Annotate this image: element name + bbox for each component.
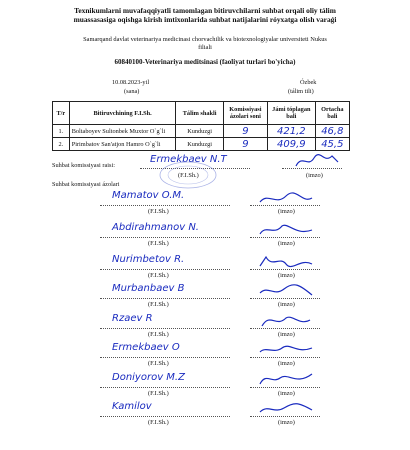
row-members: 9 (223, 125, 267, 138)
row-name: Boltaboyev Sultonbek Muxtor O`g`li (69, 125, 176, 138)
member-name-line (100, 328, 230, 329)
member-fio-label: (F.I.Sh.) (148, 390, 169, 397)
language-value: Ózbek (300, 79, 317, 86)
specialty: 60840100-Veterinariya meditsinasi (faoliyat turlari bo'yicha) (114, 58, 296, 66)
header-number: T/r (53, 102, 70, 125)
member-imzo-label: (imzo) (278, 390, 295, 397)
member-fio-label: (F.I.Sh.) (148, 208, 169, 215)
member-imzo-line (250, 357, 320, 358)
member-name-line (100, 205, 230, 206)
member-name-line (100, 298, 230, 299)
row-number: 2. (53, 138, 70, 151)
chair-fio-label: (F.I.Sh.) (178, 172, 199, 179)
members-label: Suhbat komissiyasi ázolari (52, 181, 120, 188)
date-label: (sana) (124, 88, 140, 95)
member-signature (256, 254, 316, 270)
table-row (53, 125, 350, 138)
row-members: 9 (223, 138, 267, 151)
member-imzo-label: (imzo) (278, 272, 295, 279)
row-average: 46,8 (315, 125, 349, 138)
header-members: Komissiyasi ázolari soni (223, 102, 267, 125)
chair-imzo-line (282, 168, 342, 169)
member-signature (256, 370, 316, 388)
document-title (8, 6, 402, 24)
title-line-2: muassasasiga oqishga kirish imtixonlarida suhbat natijalarini róyxatga olish varaǵi (73, 15, 337, 24)
institution-line-1: Samarqand davlat veterinariya medicinasi chorvachilik va biotexnologiyalar universiteti Nukus (83, 36, 327, 43)
member-name: Murbanbaev B (112, 283, 185, 294)
member-name: Nurimbetov R. (112, 254, 185, 265)
header-average: Ortacha bali (315, 102, 349, 125)
member-signature (256, 192, 316, 206)
institution (8, 36, 402, 52)
chair-label: Suhbat komissiyasi raisi: (52, 162, 115, 169)
member-imzo-line (250, 387, 320, 388)
member-name-line (100, 269, 230, 270)
member-name: Doniyorov M.Z (112, 372, 185, 383)
member-name: Abdirahmanov N. (112, 222, 199, 233)
member-signature (256, 400, 316, 416)
chair-imzo-label: (imzo) (306, 172, 323, 179)
member-imzo-line (250, 269, 320, 270)
chair-name: Ermekbaev N.T (150, 154, 227, 165)
member-imzo-label: (imzo) (278, 208, 295, 215)
table-row (53, 138, 350, 151)
row-total: 409,9 (268, 138, 316, 151)
member-fio-label: (F.I.Sh.) (148, 240, 169, 247)
results-table (52, 101, 350, 151)
member-fio-label: (F.I.Sh.) (148, 301, 169, 308)
member-name: Mamatov O.M. (112, 190, 185, 201)
member-fio-label: (F.I.Sh.) (148, 272, 169, 279)
header-total: Jámi tóplagan bali (268, 102, 316, 125)
row-form: Kunduzgi (176, 138, 223, 151)
member-imzo-line (250, 237, 320, 238)
member-fio-label: (F.I.Sh.) (148, 360, 169, 367)
member-name: Rzaev R (112, 313, 153, 324)
member-imzo-line (250, 416, 320, 417)
member-name-line (100, 416, 230, 417)
row-number: 1. (53, 125, 70, 138)
member-fio-label: (F.I.Sh.) (148, 331, 169, 338)
member-signature (256, 342, 316, 358)
title-line-1: Texnikumlarni muvafaqqiyatli tamomlagan bitiruvchilarni suhbat orqali oliy tálim (74, 6, 336, 15)
member-name: Kamilov (112, 401, 152, 412)
member-name-line (100, 387, 230, 388)
institution-line-2: filiali (198, 44, 212, 51)
member-imzo-line (250, 205, 320, 206)
row-average: 45,5 (315, 138, 349, 151)
member-imzo-label: (imzo) (278, 419, 295, 426)
member-name-line (100, 237, 230, 238)
member-signature (256, 283, 316, 299)
row-total: 421,2 (268, 125, 316, 138)
member-imzo-line (250, 328, 320, 329)
member-name-line (100, 357, 230, 358)
member-imzo-label: (imzo) (278, 301, 295, 308)
row-name: Pirimbatov San'atjon Hamro O`g`li (69, 138, 176, 151)
row-form: Kunduzgi (176, 125, 223, 138)
language-label: (tálim tili) (288, 88, 314, 95)
member-name: Ermekbaev O (112, 342, 180, 353)
stamp-seal (158, 160, 218, 190)
member-fio-label: (F.I.Sh.) (148, 419, 169, 426)
member-imzo-label: (imzo) (278, 240, 295, 247)
header-name: Bitiruvchining F.I.Sh. (69, 102, 176, 125)
table-header-row (53, 102, 350, 125)
header-form: Tálim shakli (176, 102, 223, 125)
member-imzo-line (250, 298, 320, 299)
member-imzo-label: (imzo) (278, 360, 295, 367)
date-value: 10.08.2023-yil (112, 79, 150, 86)
member-imzo-label: (imzo) (278, 331, 295, 338)
member-signature (256, 222, 316, 238)
